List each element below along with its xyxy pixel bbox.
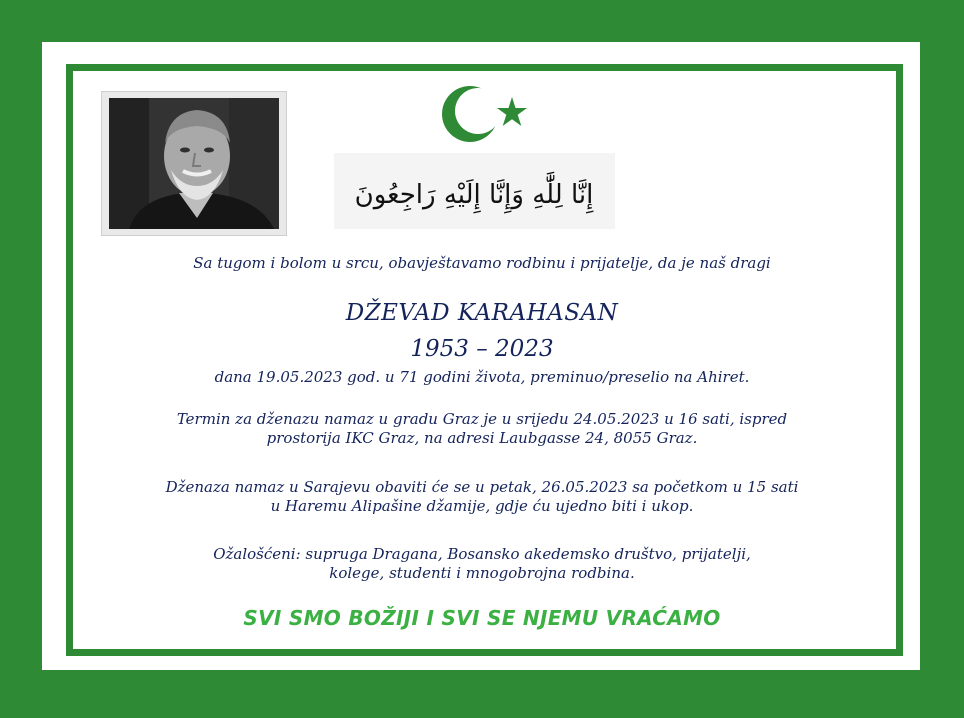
deceased-name: DŽEVAD KARAHASAN — [345, 300, 619, 326]
graz-line-1: Termin za dženazu namaz u gradu Graz je u srijedu 24.05.2023 u 16 sati, ispred — [176, 410, 788, 428]
portrait-photo — [109, 98, 279, 229]
mourners-paragraph — [0, 545, 964, 583]
life-years: 1953 – 2023 — [410, 336, 554, 362]
mourners-line-2: kolege, studenti i mnogobrojna rodbina. — [329, 564, 635, 582]
portrait-frame — [101, 91, 287, 236]
intro-text: Sa tugom i bolom u srcu, obavještavamo rodbinu i prijatelje, da je naš dragi — [193, 254, 771, 272]
sarajevo-line-1: Dženaza namaz u Sarajevu obaviti će se u petak, 26.05.2023 sa početkom u 15 sati — [165, 478, 799, 496]
death-date-line: dana 19.05.2023 god. u 71 godini života, preminuo/preselio na Ahiret. — [214, 368, 750, 386]
mourners-line-1: Ožalošćeni: supruga Dragana, Bosansko akedemsko društvo, prijatelji, — [213, 545, 751, 563]
arabic-calligraphy — [334, 153, 615, 229]
sarajevo-funeral-paragraph — [0, 478, 964, 516]
closing-phrase: SVI SMO BOŽIJI I SVI SE NJEMU VRAĆAMO — [243, 606, 721, 630]
graz-funeral-paragraph — [0, 410, 964, 448]
calligraphy-text: إِنَّا لِلَّٰهِ وَإِنَّا إِلَيْهِ رَاجِعُونَ — [354, 180, 594, 210]
sarajevo-line-2: u Haremu Alipašine džamije, gdje ću ujedno biti i ukop. — [270, 497, 694, 515]
graz-line-2: prostorija IKC Graz, na adresi Laubgasse 24, 8055 Graz. — [266, 429, 698, 447]
crescent-star-icon — [440, 83, 530, 145]
